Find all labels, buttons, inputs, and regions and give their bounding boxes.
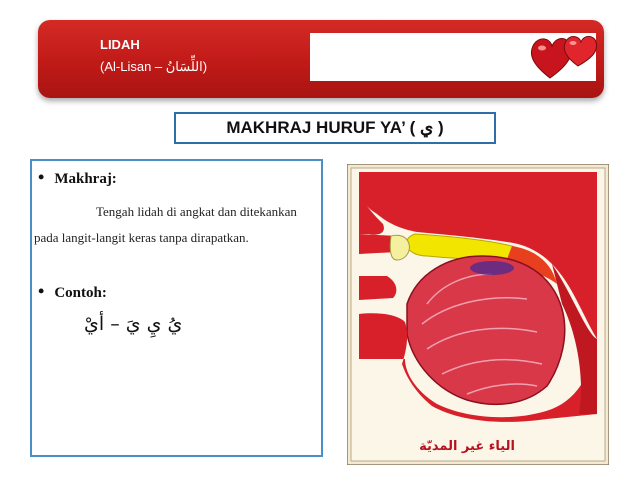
content-box — [30, 159, 323, 457]
header-banner — [38, 20, 604, 98]
contoh-bullet — [38, 281, 107, 302]
contoh-label: Contoh: — [54, 285, 107, 301]
diagram-caption: الياء غير المديّة — [419, 439, 515, 454]
mouth-diagram — [347, 164, 609, 465]
hearts-icon — [528, 30, 602, 82]
banner-subtitle: (Al-Lisan – اللِّسَانُ) — [100, 59, 208, 74]
makhraj-bullet — [38, 167, 117, 188]
heading-box — [174, 112, 496, 144]
makhraj-label: Makhraj: — [54, 171, 117, 187]
bullet-icon: • — [38, 167, 45, 187]
page-title: MAKHRAJ HURUF YA’ ( ي ) — [226, 118, 444, 137]
banner-title: LIDAH — [100, 37, 140, 52]
contoh-examples: يُ يِ يَ – أيْ — [84, 313, 183, 335]
makhraj-description: Tengah lidah di angkat dan ditekankan pada langit-langit keras tanpa dirapatkan. — [34, 204, 297, 245]
bullet-icon: • — [38, 281, 45, 301]
